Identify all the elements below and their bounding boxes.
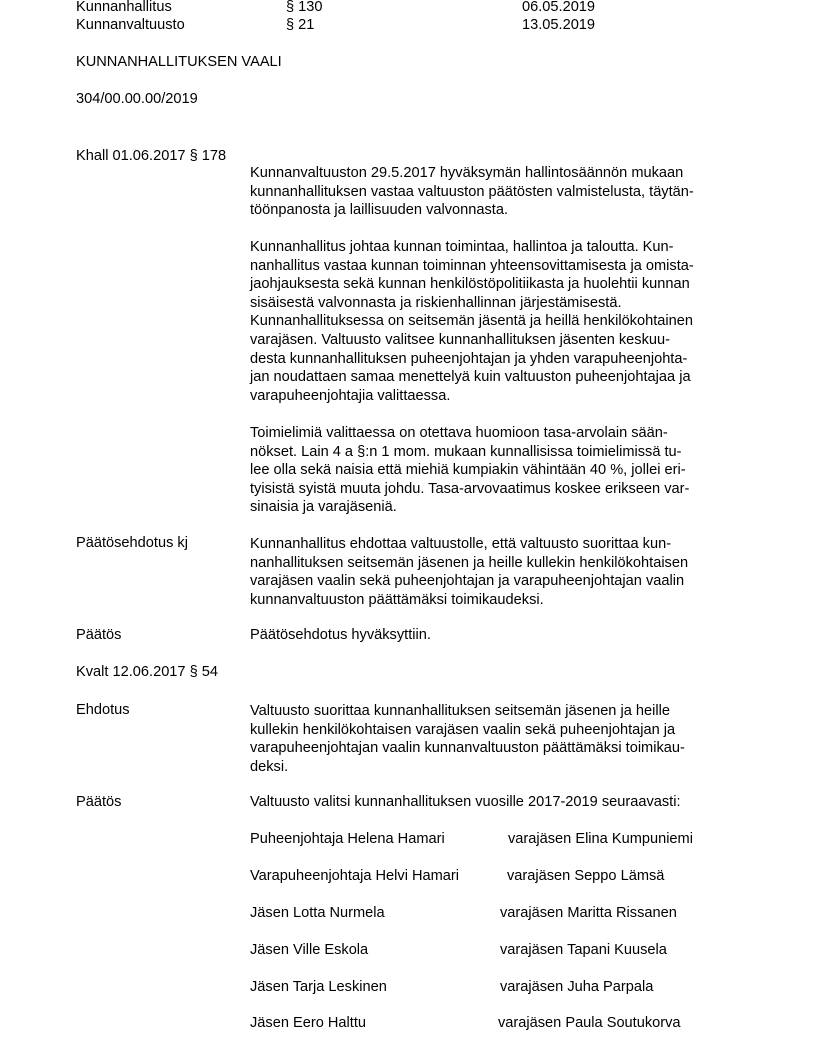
record-number: 304/00.00.00/2019 [76, 91, 198, 107]
member-name: Jäsen Tarja Leskinen [250, 979, 387, 995]
deputy-name: varajäsen Seppo Lämsä [507, 868, 665, 884]
deputy-name: varajäsen Elina Kumpuniemi [508, 831, 693, 847]
document-title: KUNNANHALLITUKSEN VAALI [76, 54, 282, 70]
deputy-name: varajäsen Tapani Kuusela [500, 942, 667, 958]
motion-text: Valtuusto suorittaa kunnanhallituksen seitsemän jäsenen ja heille kullekin henkilökohtaisen varajäsen vaalin sekä puheenjohtajan ja varapuheenjohtajan vaalin kunnanvaltuuston päättämäksi toimikau- deksi. [250, 703, 685, 775]
khall-paragraph-1: Kunnanvaltuuston 29.5.2017 hyväksymän hallintosäännön mukaan kunnanhallituksen vastaa valtuuston päätösten valmistelusta, täytän- töönpanosta ja laillisuuden valvonnasta. [250, 165, 694, 219]
member-name: Puheenjohtaja Helena Hamari [250, 831, 445, 847]
member-name: Jäsen Ville Eskola [250, 942, 369, 958]
deputy-name: varajäsen Paula Soutukorva [498, 1015, 681, 1031]
member-name: Varapuheenjohtaja Helvi Hamari [250, 868, 460, 884]
khall-paragraph-2: Kunnanhallitus johtaa kunnan toimintaa, hallintoa ja taloutta. Kun- nanhallitus vastaa kunnan toiminnan yhteensovittamisesta ja omista- jaohjauksesta sekä kunnan henkilöstöpolitiikasta ja huolehtii kunnan sisäisestä valvonnasta ja riskienhallinnan järjestämisestä. Kunnanhallituksessa on seitsemän jäsentä ja heillä henkilökohtainen varajäsen. Valtuusto valitsee kunnanhallituksen jäsenten keskuu- desta kunnanhallituksen puheenjohtajan ja yhden varapuheenjohta- jan noudattaen samaa menettelyä kuin valtuuston puheenjohtajaa ja varapuheenjohtajia valittaessa. [250, 239, 694, 404]
header-section-1: § 130 [286, 0, 323, 15]
header-body-1: Kunnanhallitus [76, 0, 172, 15]
decision-text: Päätösehdotus hyväksyttiin. [250, 627, 431, 643]
deputy-name: varajäsen Maritta Rissanen [500, 905, 677, 921]
header-date-1: 06.05.2019 [522, 0, 596, 15]
decision-label: Päätös [76, 627, 122, 643]
khall-paragraph-3: Toimielimiä valittaessa on otettava huomioon tasa-arvolain sään- nökset. Lain 4 a §:n 1 mom. mukaan kunnallisissa toimielimissä tu- lee olla sekä naisia että miehiä kumpiakin vähintään 40 %, jollei eri- tyisistä syistä muuta johdu. Tasa-arvovaatimus koskee erikseen var- sinaisia ja varajäseniä. [250, 425, 690, 516]
motion-label: Ehdotus [76, 702, 130, 718]
member-name: Jäsen Lotta Nurmela [250, 905, 385, 921]
header-date-2: 13.05.2019 [522, 17, 596, 33]
header-body-2: Kunnanvaltuusto [76, 17, 185, 33]
khall-reference: Khall 01.06.2017 § 178 [76, 148, 227, 164]
kvalt-decision-label: Päätös [76, 794, 122, 810]
deputy-name: varajäsen Juha Parpala [500, 979, 654, 995]
proposal-text: Kunnanhallitus ehdottaa valtuustolle, että valtuusto suorittaa kun- nanhallituksen seitsemän jäsenen ja heille kullekin henkilökohtaisen varajäsen vaalin sekä puheenjohtajan ja varapuheenjohtajan vaalin kunnanvaltuuston päättämäksi toimikaudeksi. [250, 536, 689, 608]
header-section-2: § 21 [286, 17, 315, 33]
kvalt-reference: Kvalt 12.06.2017 § 54 [76, 664, 218, 680]
member-name: Jäsen Eero Halttu [250, 1015, 367, 1031]
proposal-label: Päätösehdotus kj [76, 535, 188, 551]
kvalt-decision-intro: Valtuusto valitsi kunnanhallituksen vuosille 2017-2019 seuraavasti: [250, 794, 681, 810]
